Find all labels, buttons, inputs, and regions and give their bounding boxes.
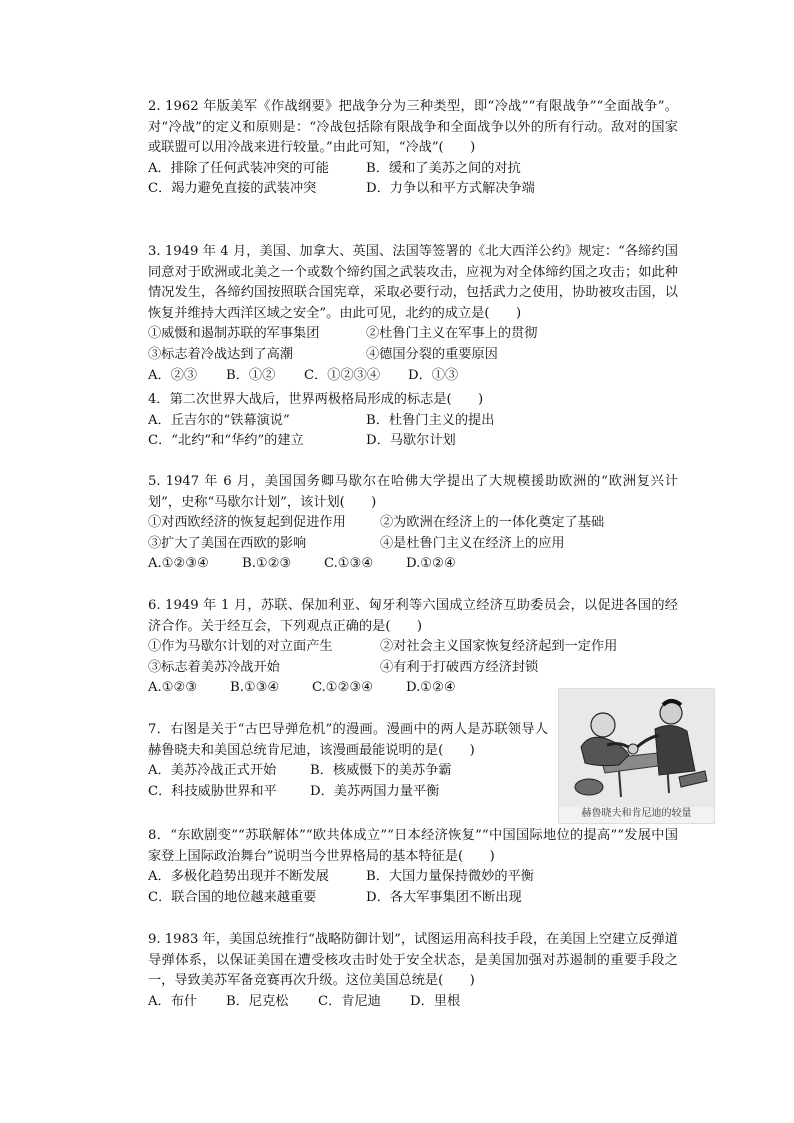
question-3-option-b[interactable]: B．①② <box>226 367 276 383</box>
question-6-option-b[interactable]: B.①③④ <box>230 680 280 696</box>
question-2 <box>148 97 678 200</box>
question-2-option-d[interactable]: D．力争以和平方式解决争端 <box>366 181 535 197</box>
question-5-items-row-1 <box>148 513 678 534</box>
question-8 <box>148 826 678 908</box>
question-4-stem: 4．第二次世界大战后，世界两极格局形成的标志是( ) <box>148 392 484 407</box>
figure-caption: 赫鲁晓夫和肯尼迪的较量 <box>581 808 692 819</box>
question-7-option-a[interactable]: A．美苏冷战正式开始 <box>148 763 277 779</box>
question-5-stem: 5. 1947 年 6 月，美国国务卿马歇尔在哈佛大学提出了大规模援助欧洲的“欧洲复兴计划”，史称“马歇尔计划”，该计划( ) <box>148 474 678 510</box>
question-5-option-d[interactable]: D.①②④ <box>406 556 456 572</box>
question-3-item-1: ①威慑和遏制苏联的军事集团 <box>148 326 320 342</box>
question-5-items-row-2 <box>148 534 678 555</box>
question-3-item-2: ②杜鲁门主义在军事上的贯彻 <box>366 326 538 342</box>
question-8-option-b[interactable]: B．大国力量保持微妙的平衡 <box>366 869 534 885</box>
question-5-option-a[interactable]: A.①②③④ <box>148 556 210 572</box>
question-6-stem: 6. 1949 年 1 月，苏联、保加利亚、匈牙利等六国成立经济互助委员会，以促进各国的经济合作。关于经互会，下列观点正确的是( ) <box>148 598 678 634</box>
question-5-options-row <box>148 554 678 575</box>
question-9-options-row <box>148 992 678 1013</box>
question-3-item-4: ④德国分裂的重要原因 <box>366 346 498 362</box>
question-9-option-a[interactable]: A．布什 <box>148 993 198 1009</box>
question-2-option-b[interactable]: B．缓和了美苏之间的对抗 <box>366 160 521 176</box>
question-2-options-row-2 <box>148 179 678 200</box>
question-9-stem: 9. 1983 年，美国总统推行“战略防御计划”，试图运用高科技手段，在美国上空建立反弹道导弹体系，以保证美国在遭受核攻击时处于安全状态，是美国加强对苏遏制的重要手段之一，导致美苏军备竞赛再次升级。这位美国总统是( ) <box>148 932 678 989</box>
question-4-options-row-2 <box>148 431 678 452</box>
question-3-option-c[interactable]: C．①②③④ <box>304 367 381 383</box>
question-6-option-a[interactable]: A.①②③ <box>148 680 198 696</box>
question-2-stem: 2. 1962 年版美军《作战纲要》把战争分为三种类型，即“冷战”“有限战争”“全面战争”。对“冷战”的定义和原则是：“冷战包括除有限战争和全面战争以外的所有行动。敌对的国家或联盟可以用冷战来进行较量。”由此可知，“冷战”( ) <box>148 99 678 156</box>
question-7-stem: 7．右图是关于“古巴导弹危机”的漫画。漫画中的两人是苏联领导人赫鲁晓夫和美国总统肯尼迪，该漫画最能说明的是( ) <box>148 722 548 758</box>
question-4-option-a[interactable]: A．丘吉尔的“铁幕演说” <box>148 412 290 428</box>
question-4-option-c[interactable]: C．“北约”和“华约”的建立 <box>148 433 304 449</box>
question-7-options-row-1 <box>148 761 548 782</box>
question-9-option-d[interactable]: D．里根 <box>410 993 461 1009</box>
question-6-item-1: ①作为马歇尔计划的对立面产生 <box>148 639 333 655</box>
question-6-items-row-2 <box>148 658 678 679</box>
question-3-items-row-2 <box>148 345 678 366</box>
question-6-option-c[interactable]: C.①②③④ <box>312 680 374 696</box>
question-5-option-c[interactable]: C.①③④ <box>324 556 374 572</box>
question-8-option-a[interactable]: A．多极化趋势出现并不断发展 <box>148 869 329 885</box>
question-6-items-row-1 <box>148 637 678 658</box>
question-3-items-row-1 <box>148 324 678 345</box>
question-2-option-c[interactable]: C．竭力避免直接的武装冲突 <box>148 181 317 197</box>
question-6-item-4: ④有利于打破西方经济封锁 <box>380 659 539 675</box>
cartoon-figure <box>558 688 715 824</box>
question-6-option-d[interactable]: D.①②④ <box>406 680 456 696</box>
question-9 <box>148 930 678 1012</box>
question-9-option-b[interactable]: B．尼克松 <box>226 993 289 1009</box>
question-5-option-b[interactable]: B.①②③ <box>242 556 292 572</box>
question-3-stem: 3. 1949 年 4 月，美国、加拿大、英国、法国等签署的《北大西洋公约》规定：“各缔约国同意对于欧洲或北美之一个或数个缔约国之武装攻击，应视为对全体缔约国之攻击；如此种情况发生，各缔约国按照联合国宪章，采取必要行动，包括武力之使用，协助被攻击国，以恢复并维持大西洋区域之安全”。由此可见，北约的成立是( ) <box>148 244 678 321</box>
question-5 <box>148 472 678 575</box>
question-6-item-2: ②对社会主义国家恢复经济起到一定作用 <box>380 639 618 655</box>
cartoon-illustration <box>559 689 714 807</box>
question-2-option-a[interactable]: A．排除了任何武装冲突的可能 <box>148 160 329 176</box>
question-6-item-3: ③标志着美苏冷战开始 <box>148 659 280 675</box>
question-3-item-3: ③标志着冷战达到了高潮 <box>148 346 294 362</box>
question-5-item-1: ①对西欧经济的恢复起到促进作用 <box>148 515 346 531</box>
question-9-option-c[interactable]: C．肯尼迪 <box>318 993 381 1009</box>
question-5-item-2: ②为欧洲在经济上的一体化奠定了基础 <box>380 515 605 531</box>
question-7-option-c[interactable]: C．科技威胁世界和平 <box>148 783 277 799</box>
question-2-options-row-1 <box>148 159 678 180</box>
question-7-option-b[interactable]: B．核威慑下的美苏争霸 <box>310 763 452 779</box>
question-5-item-3: ③扩大了美国在西欧的影响 <box>148 535 307 551</box>
question-3-option-a[interactable]: A．②③ <box>148 367 198 383</box>
question-5-item-4: ④是杜鲁门主义在经济上的应用 <box>380 535 565 551</box>
question-7 <box>148 720 548 802</box>
question-4-options-row-1 <box>148 411 678 432</box>
question-8-options-row-2 <box>148 888 678 909</box>
question-7-options-row-2 <box>148 782 548 803</box>
question-3-options-row <box>148 366 678 387</box>
question-6 <box>148 596 678 699</box>
question-8-option-c[interactable]: C．联合国的地位越来越重要 <box>148 889 317 905</box>
question-3-option-d[interactable]: D．①③ <box>408 367 459 383</box>
question-8-stem: 8．“东欧剧变”“苏联解体”“欧共体成立”“日本经济恢复”“中国国际地位的提高”“发展中国家登上国际政治舞台”说明当今世界格局的基本特征是( ) <box>148 828 678 864</box>
question-3 <box>148 242 678 386</box>
question-4-option-d[interactable]: D．马歇尔计划 <box>366 433 456 449</box>
question-4 <box>148 390 678 452</box>
question-7-option-d[interactable]: D．美苏两国力量平衡 <box>310 783 440 799</box>
question-4-option-b[interactable]: B．杜鲁门主义的提出 <box>366 412 495 428</box>
question-8-option-d[interactable]: D．各大军事集团不断出现 <box>366 889 522 905</box>
question-8-options-row-1 <box>148 867 678 888</box>
